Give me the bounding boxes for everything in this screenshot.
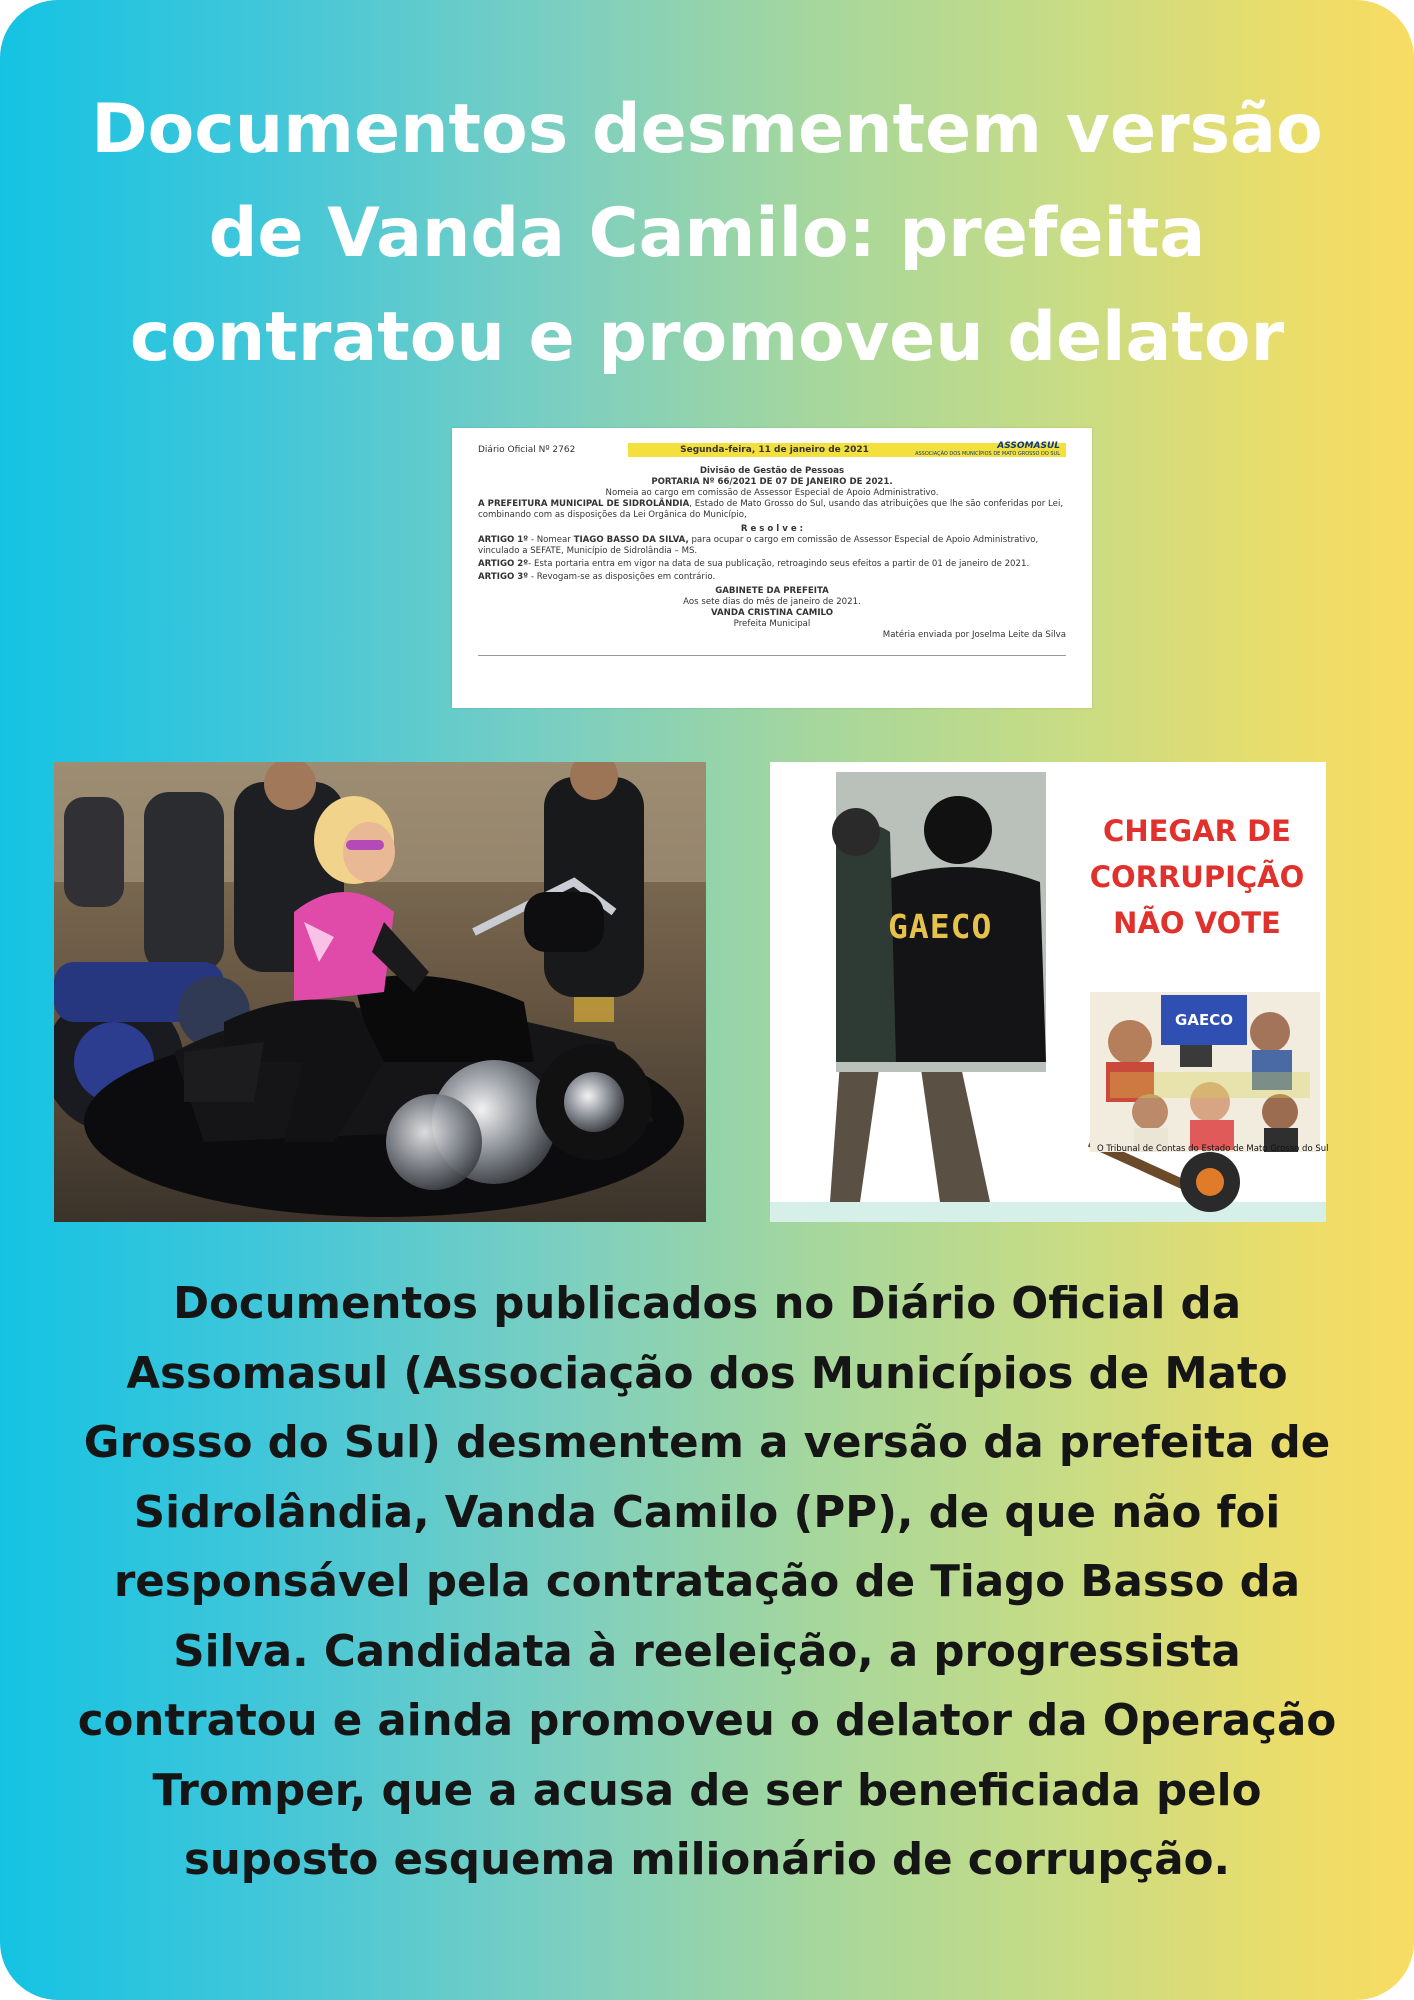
campaign-line-1: CHEGAR DE (1103, 814, 1291, 848)
gazette-artigo-3 (478, 572, 1066, 583)
gazette-org-name: ASSOMASUL (997, 441, 1060, 451)
article-body: Documentos publicados no Diário Oficial da Assomasul (Associação dos Municípios de Mato Grosso do Sul) desmentem a versão da prefeita de Sidrolândia, Vanda Camilo (PP), de que não foi responsável pela contratação de Tiago Basso da Silva. Candidata à reeleição, a progressista contratou e ainda promoveu o delator da Operação Tromper, que a acusa de ser beneficiada pelo suposto esquema milionário de corrupção. (77, 1279, 1337, 1885)
artigo-3-label: ARTIGO 3º (478, 572, 529, 582)
gazette-summary: Nomeia ao cargo em comissão de Assessor Especial de Apoio Administrativo. (605, 488, 939, 498)
gazette-portaria: PORTARIA Nº 66/2021 DE 07 DE JANEIRO DE 2021. (651, 477, 893, 487)
gazette-sent-by: Matéria enviada por Joselma Leite da Silva (882, 630, 1066, 640)
gazette-signer: VANDA CRISTINA CAMILO (710, 608, 834, 618)
motorcycle-photo-illustration (54, 762, 706, 1222)
gazette-intro-rest: , Estado de Mato Grosso do Sul, usando das atribuições que lhe são conferidas por Lei, combinando com as disposições da Lei Orgânica do Município, (478, 499, 1064, 520)
gazette-gabinete: GABINETE DA PREFEITA (715, 586, 829, 596)
artigo-1-name: TIAGO BASSO DA SILVA, (573, 535, 689, 545)
gazette-signer-role: Prefeita Municipal (733, 619, 811, 629)
artigo-2-label: ARTIGO 2º (478, 559, 529, 569)
artigo-1-pre: - Nomear (528, 535, 574, 545)
headline: Documentos desmentem versão de Vanda Camilo: prefeita contratou e promoveu delator (91, 90, 1323, 377)
gazette-resolve: R e s o l v e : (740, 524, 804, 534)
gazette-date: Segunda-feira, 11 de janeiro de 2021 (680, 445, 869, 455)
gazette-org-subtitle: ASSOCIAÇÃO DOS MUNICÍPIOS DE MATO GROSSO DO SUL (915, 451, 1060, 457)
gazette-date-band (628, 443, 1066, 457)
gazette-intro-bold: A PREFEITURA MUNICIPAL DE SIDROLÂNDIA (478, 499, 690, 509)
gazette-intro (478, 499, 1066, 521)
artigo-1-label: ARTIGO 1º (478, 535, 529, 545)
tribunal-caption: O Tribunal de Contas do Estado de Mato Grosso do Sul (1097, 1144, 1329, 1154)
gazette-org-logo (915, 442, 1060, 458)
gazette-number: Diário Oficial Nº 2762 (478, 445, 576, 455)
gazette-clipping (452, 428, 1092, 708)
gazette-rule (478, 655, 1066, 656)
artigo-1-text: para ocupar o cargo em comissão de Assessor Especial de Apoio Administrativo, vinculado a SEFATE, Município de Sidrolândia – MS. (478, 535, 1039, 556)
gaeco-shirt-text: GAECO (888, 907, 993, 946)
gaeco-badge: GAECO (1161, 995, 1247, 1045)
artigo-3-text: - Revogam-se as disposições em contrário. (528, 572, 716, 582)
campaign-line-2: CORRUPIÇÃO (1089, 860, 1305, 894)
gazette-header (478, 442, 1066, 458)
gazette-date-line: Aos sete dias do mês de janeiro de 2021. (683, 597, 861, 607)
motorcycle-photo (54, 762, 706, 1222)
gazette-artigo-2 (478, 559, 1066, 570)
gazette-division: Divisão de Gestão de Pessoas (699, 466, 845, 476)
campaign-slogan (1062, 808, 1332, 946)
campaign-line-3: NÃO VOTE (1113, 906, 1281, 940)
artigo-2-text: - Esta portaria entra em vigor na data de sua publicação, retroagindo seus efeitos a partir de 01 de janeiro de 2021. (528, 559, 1030, 569)
gazette-artigo-1 (478, 535, 1066, 557)
